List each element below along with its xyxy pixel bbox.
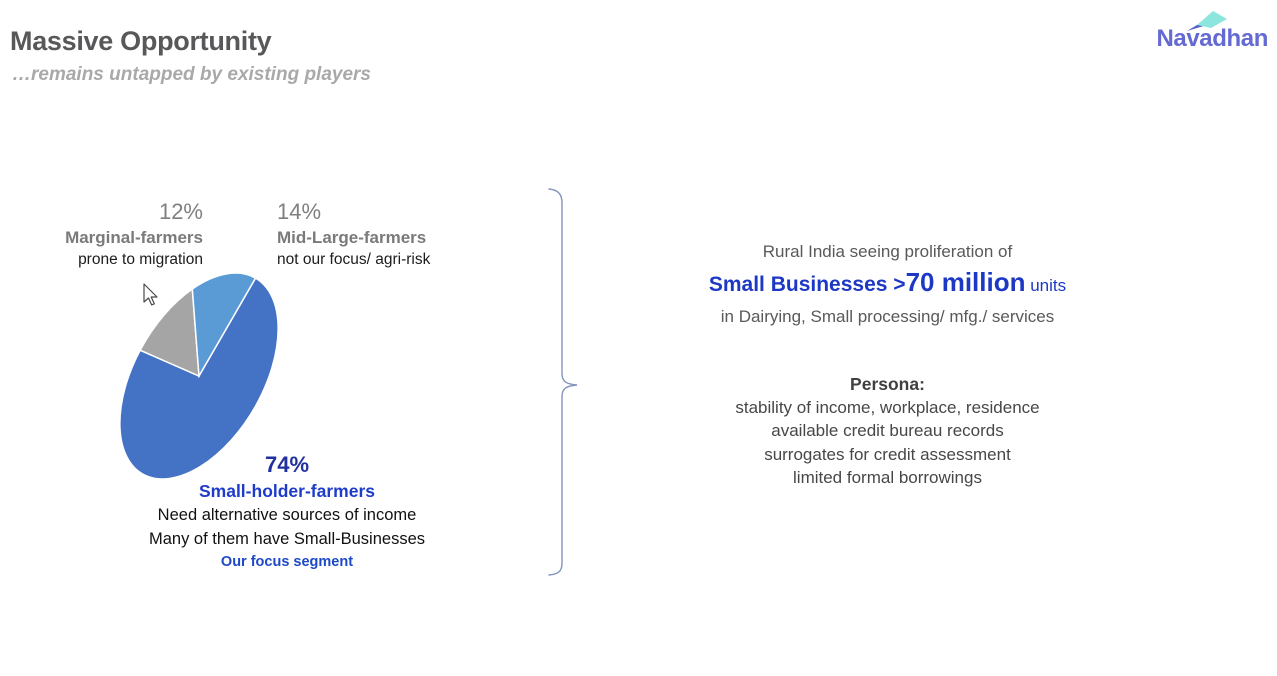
highlight-lead: Small Businesses > xyxy=(708,273,906,296)
persona-line-4: limited formal borrowings xyxy=(793,467,982,487)
focus-segment-note: Our focus segment xyxy=(220,554,354,570)
grouping-brace xyxy=(540,182,585,582)
highlight-big-number: 70 million xyxy=(905,267,1026,297)
marginal-name: Marginal-farmers xyxy=(65,228,203,247)
smallholder-name: Small-holder-farmers xyxy=(198,481,376,501)
rural-india-intro: Rural India seeing proliferation of xyxy=(762,242,1013,261)
small-businesses-highlight xyxy=(660,266,1115,303)
smallholder-desc-line2: Many of them have Small-Businesses xyxy=(148,530,426,548)
midlarge-desc: not our focus/ agri-risk xyxy=(277,251,431,268)
sectors-detail: in Dairying, Small processing/ mfg./ services xyxy=(720,307,1055,326)
persona-line-3: surrogates for credit assessment xyxy=(764,444,1011,464)
callout-small-holder-farmers xyxy=(119,451,455,572)
page-title: Massive Opportunity xyxy=(10,26,272,56)
logo-wordmark: Navadhan xyxy=(1156,25,1268,52)
callout-marginal-farmers xyxy=(65,198,203,270)
midlarge-name: Mid-Large-farmers xyxy=(277,228,427,247)
persona-line-2: available credit bureau records xyxy=(771,421,1004,441)
smallholder-desc-line1: Need alternative sources of income xyxy=(157,506,417,524)
persona-line-1: stability of income, workplace, residence xyxy=(735,398,1040,417)
persona-heading: Persona: xyxy=(850,374,925,394)
marginal-percent: 12% xyxy=(158,199,203,224)
page-subtitle: …remains untapped by existing players xyxy=(12,64,371,85)
mouse-cursor-icon xyxy=(141,282,161,309)
midlarge-percent: 14% xyxy=(277,199,322,224)
highlight-units: units xyxy=(1025,276,1067,295)
smallholder-percent: 74% xyxy=(264,452,310,477)
marginal-desc: prone to migration xyxy=(78,251,203,268)
callout-mid-large-farmers xyxy=(277,198,430,270)
right-panel xyxy=(660,240,1115,489)
